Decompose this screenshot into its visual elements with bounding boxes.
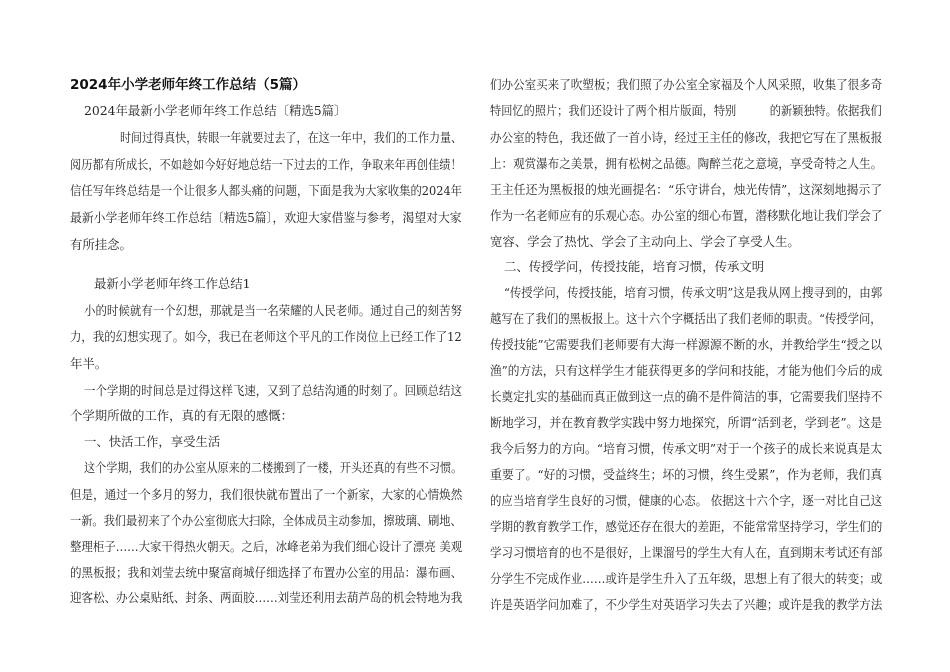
paragraph-line: 学期的教育教学工作，感觉还存在很大的差距，不能常常坚持学习，学生们的 [490, 519, 883, 534]
paragraph-line: 我今后努力的方向。“培育习惯，传承文明”对于一个孩子的成长来说真是太 [490, 441, 883, 456]
paragraph-line: 一个学期的时间总是过得这样飞速，又到了总结沟通的时刻了。回顾总结这 [84, 383, 462, 398]
paragraph-line: 一新。我们最初来了个办公室彻底大扫除，全体成员主动参加，擦玻璃、刷地、 [70, 513, 462, 528]
paragraph-line: 的应当培育学生良好的习惯，健康的心态。 依据这十六个字，逐一对比自己这 [490, 493, 883, 508]
section-heading: 一、快活工作，享受生活 [84, 434, 221, 449]
paragraph-line: 越写在了我们的黑板报上。这十六个字概括出了我们老师的职责。“传授学问， [490, 311, 882, 326]
paragraph-line: 特回忆的照片；我们还设计了两个相片版面，特别 的新颖独特。依据我们 [490, 103, 882, 118]
paragraph-line: 但是，通过一个多月的努力，我们很快就布置出了一个新家，大家的心情焕然 [70, 487, 463, 502]
paragraph-line: 最新小学老师年终工作总结〔精选5篇〕，欢迎大家借鉴与参考，渴望对大家 [70, 210, 462, 225]
paragraph-line: 力，我的幻想实现了。如今，我已在老师这个平凡的工作岗位上已经工作了12 [70, 329, 462, 344]
paragraph-line: “传授学问，传授技能，培育习惯，传承文明”这是我从网上搜寻到的，由郭 [504, 285, 883, 300]
paragraph-line: 学习习惯培育的也不是很好，上课溜号的学生大有人在，直到期末考试还有部 [490, 545, 883, 560]
paragraph-line: 断地学习，并在教育教学实践中努力地探究，所谓“活到老，学到老”。这是 [490, 415, 883, 430]
paragraph-line: 信任写年终总结是一个让很多人都头痛的问题，下面是我为大家收集的2024年 [70, 183, 463, 198]
paragraph-line: 传授技能”它需要我们老师要有大海一样源源不断的水，并教给学生“授之以 [490, 337, 883, 352]
paragraph-line: 宽容、学会了热忱、学会了主动向上、学会了享受人生。 [490, 234, 800, 249]
paragraph-line: 有所挂念。 [70, 237, 132, 252]
paragraph-line: 重要了。“好的习惯，受益终生；坏的习惯，终生受累”，作为老师，我们真 [490, 467, 883, 482]
paragraph-line: 个学期所做的工作，真的有无限的感慨： [70, 408, 294, 423]
paragraph-line: 长奠定扎实的基础而真正做到这一点的确不是件简洁的事，它需要我们坚持不 [490, 389, 883, 404]
paragraph-line: 小的时候就有一个幻想，那就是当一名荣耀的人民老师。通过自己的刻苦努 [84, 303, 462, 318]
paragraph-line: 时间过得真快，转眼一年就要过去了，在这一年中，我们的工作力量、 [120, 130, 463, 145]
paragraph-line: 上：观赏瀑布之美景，拥有松树之品德。陶醉兰花之意境，享受奇特之人生。 [490, 156, 883, 171]
paragraph-line: 的黑板报；我和刘莹去统中聚富商城仔细选择了布置办公室的用品：瀑布画、 [70, 565, 463, 580]
paragraph-line: 渔”的方法，只有这样学生才能获得更多的学问和技能，才能为他们今后的成 [490, 363, 883, 378]
subtitle-line: 2024年最新小学老师年终工作总结〔精选5篇〕 [84, 103, 347, 118]
paragraph-line: 迎客松、办公桌贴纸、封条、两面胶……刘莹还利用去葫芦岛的机会特地为我 [70, 590, 463, 605]
paragraph-line: 办公室的特色，我还做了一首小诗，经过王主任的修改，我把它写在了黑板报 [490, 130, 883, 145]
paragraph-line: 年半。 [70, 356, 108, 371]
paragraph-line: 这个学期，我们的办公室从原来的二楼搬到了一楼，开头还真的有些不习惯。 [84, 460, 463, 475]
paragraph-line: 们办公室买来了吹塑板；我们照了办公室全家福及个人风采照，收集了很多奇 [490, 77, 883, 92]
paragraph-line: 作为一名老师应有的乐观心态。办公室的细心布置，潜移默化地让我们学会了 [490, 208, 883, 223]
document-title: 2024年小学老师年终工作总结（5篇） [70, 77, 306, 93]
paragraph-line: 许是英语学问加难了，不少学生对英语学习失去了兴趣；或许是我的教学方法 [490, 597, 883, 612]
paragraph-line: 分学生不完成作业……或许是学生升入了五年级，思想上有了很大的转变；或 [490, 571, 883, 586]
section-heading: 二、传授学问，传授技能，培育习惯，传承文明 [504, 259, 765, 274]
paragraph-line: 王主任还为黑板报的烛光画提名：“乐守讲台，烛光传情”，这深刻地揭示了 [490, 182, 883, 197]
paragraph-line: 阅历都有所成长，不如趁如今好好地总结一下过去的工作，争取来年再创佳绩！ [70, 157, 462, 172]
paragraph-line: 整理柜子……大家干得热火朝天。之后，冰峰老弟为我们细心设计了漂亮 美观 [70, 539, 463, 554]
section-heading: 最新小学老师年终工作总结1 [94, 276, 251, 291]
